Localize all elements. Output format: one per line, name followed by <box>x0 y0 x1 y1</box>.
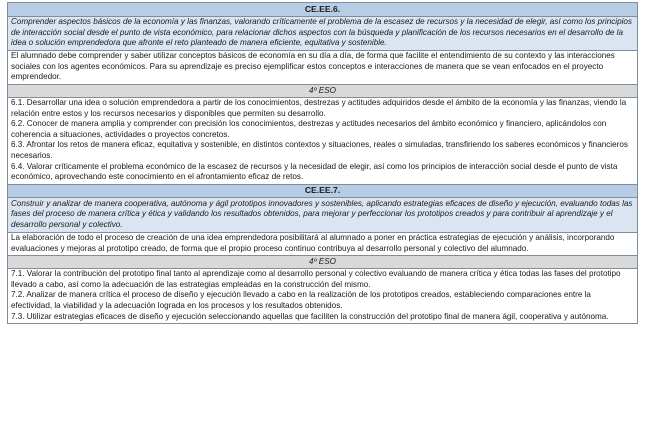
competency-6-level-row <box>8 85 638 98</box>
criterion-item: 6.2. Conocer de manera amplia y comprender con precisión los conocimientos, destrezas y actitudes necesarios del ámbito económico y financiero, aplicándolos con coherencia a situaciones, actividades o proyectos concretos. <box>11 119 607 139</box>
competency-6-explanation-row <box>8 50 638 84</box>
criterion-item: 7.3. Utilizar estrategias eficaces de diseño y ejecución seleccionando aquellas que faciliten la construcción del prototipo final de manera ágil, cooperativa y autónoma. <box>11 311 609 321</box>
competency-6-description-row <box>8 16 638 50</box>
competency-6-criteria-row <box>8 97 638 184</box>
competency-7-description-row <box>8 198 638 232</box>
competency-6-code-row <box>8 3 638 17</box>
education-level: 4º ESO <box>8 85 638 98</box>
education-level: 4º ESO <box>8 256 638 269</box>
competency-description: Comprender aspectos básicos de la economía y las finanzas, valorando críticamente el problema de la escasez de recursos y la necesidad de elegir, así como los principios de interacción social desde el punto de vista económico, para relacionar dichos aspectos con la búsqueda y planificación de los recursos necesarios en el desarrollo de la idea o solución emprendedora que afronte el reto planteado de manera eficiente, equitativa y sostenible. <box>8 16 638 50</box>
criterion-item: 7.1. Valorar la contribución del prototipo final tanto al aprendizaje como al desarrollo personal y colectivo evaluando de manera crítica y ética todas las fases del prototipo llevado a cabo, así como la adecuación de las estrategias empleadas en la construcción del mismo. <box>11 269 621 289</box>
competency-7-explanation-row <box>8 232 638 256</box>
evaluation-criteria <box>8 97 638 184</box>
criterion-item: 6.3. Afrontar los retos de manera eficaz, equitativa y sostenible, en distintos contextos y situaciones, reales o simuladas, transfiriendo los saberes económicos y financieros necesarios. <box>11 140 628 161</box>
competency-explanation: El alumnado debe comprender y saber utilizar conceptos básicos de economía en su día a día, de forma que facilite el entendimiento de su contexto y las interacciones sociales con los agentes económicos. Para su aprendizaje es preciso ejemplificar estos conceptos e interacciones de manera que se vean enfocados en el proyecto emprendedor. <box>8 50 638 84</box>
competency-7-code-row <box>8 184 638 198</box>
competency-7-criteria-row <box>8 268 638 323</box>
competency-code: CE.EE.6. <box>8 3 638 17</box>
criterion-item: 7.2. Analizar de manera crítica el proceso de diseño y ejecución llevado a cabo en la realización de los prototipos creados, estableciendo comparaciones entre la efectividad, la viabilidad y la adecuación lograda en los procesos y los resultados obtenidos. <box>11 290 591 311</box>
evaluation-criteria <box>8 268 638 323</box>
criterion-item: 6.1. Desarrollar una idea o solución emprendedora a partir de los conocimientos, destrezas y actitudes adquiridos desde el ámbito de la economía y las finanzas, viendo la relación entre estos y los recursos necesarios y disponibles que permiten su desarrollo. <box>11 98 627 118</box>
competency-table <box>7 2 638 324</box>
competency-code: CE.EE.7. <box>8 184 638 198</box>
competency-document <box>7 2 638 324</box>
competency-explanation: La elaboración de todo el proceso de creación de una idea emprendedora posibilitará al alumnado a poner en práctica estrategias de ejecución y análisis, incorporando evaluaciones y mejoras al prototipo creado, de forma que el propio proceso continuo contribuya al desarrollo personal y colectivo del alumnado. <box>8 232 638 256</box>
competency-7-level-row <box>8 256 638 269</box>
criterion-item: 6.4. Valorar críticamente el problema económico de la escasez de recursos y la necesidad de elegir, así como los principios de interacción social desde el punto de vista económico, aprovechando este conocimiento en el afrontamiento eficaz de retos. <box>11 161 618 182</box>
competency-description: Construir y analizar de manera cooperativa, autónoma y ágil prototipos innovadores y sostenibles, aplicando estrategias eficaces de diseño y ejecución, evaluando todas las fases del proceso de manera crítica y ética y validando los resultados obtenidos, para mejorar y perfeccionar los prototipos creados y para contribuir al aprendizaje y el desarrollo personal y colectivo. <box>8 198 638 232</box>
